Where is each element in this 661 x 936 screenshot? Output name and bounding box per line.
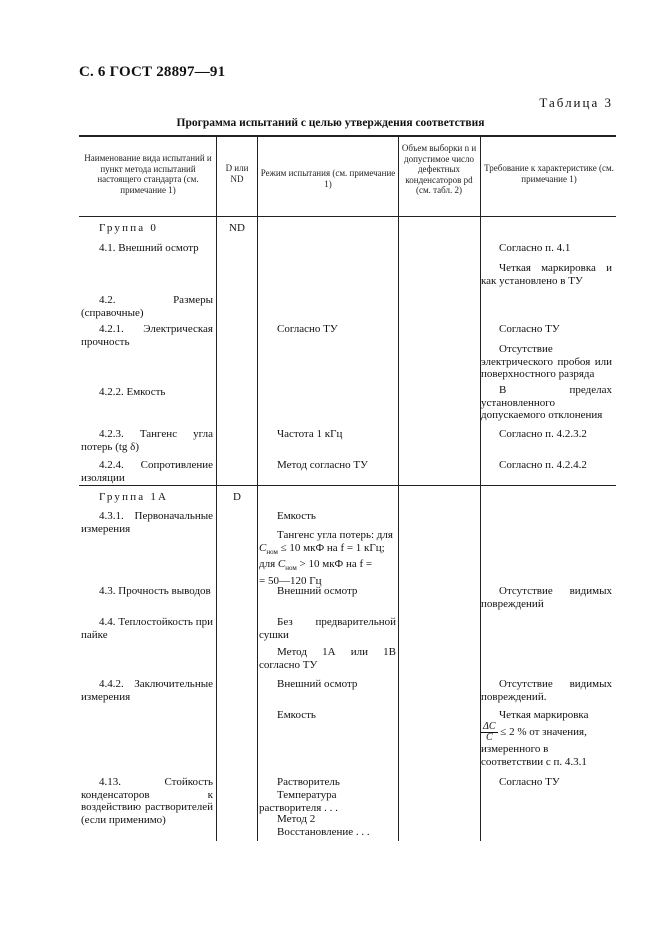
group1a-req-no-visible-damage: Отсутствие видимых повреждений. [481,678,612,703]
group0-req-capacitance: В пределах установленного допускаемого отклонения [481,384,612,421]
col-divider-2 [257,136,258,841]
group1a-mode-final-inspection: Внешний осмотр [277,678,358,690]
group1a-req-capacitance-change: $\frac{\Delta C}{C}$ ≤ 2 % от значения, измеренного в соответствии с п. 4.3.1 [481,721,587,768]
group1a-test-soldering-heat: 4.4. Теплостойкость при пайке [81,616,213,641]
group1a-mode-solvent: Растворитель [277,776,340,788]
group1a-req-clear-marking: Четкая маркировка [499,709,589,721]
group0-req-marking: Четкая маркировка и как установлено в ТУ [481,262,612,287]
group1a-mode-method-2: Метод 2 [277,813,316,825]
group1a-mode-visual-inspection: Внешний осмотр [277,585,358,597]
group0-mode-dielectric-strength: Согласно ТУ [277,323,338,335]
header-d-nd: D или ND [225,163,249,184]
group0-test-tan-delta: 4.2.3. Тангенс угла потерь (tg δ) [81,428,213,453]
header-sample-size: Объем выборки n и допустимое число дефектных конденсаторов pd (см. табл. 2) [401,143,477,195]
header-requirement: Требование к характеристике (см. примечание 1) [484,163,614,184]
group0-req-no-breakdown: Отсутствие электрического пробоя или поверхностного разряда [481,343,612,380]
group0-title: Группа 0 [99,222,159,234]
group1a-mode-solvent-temperature: Температура растворителя . . . [259,789,338,814]
header-bottom-rule [79,216,616,217]
group1a-mode-capacitance: Емкость [277,510,316,522]
group1a-test-terminal-strength: 4.3. Прочность выводов [99,585,211,597]
group1a-mode-recovery: Восстановление . . . [277,826,370,838]
group1a-dnd: D [233,491,241,503]
group1a-test-initial-measurements: 4.3.1. Первоначальные измерения [81,510,213,535]
group0-mode-tan-delta: Частота 1 кГц [277,428,343,440]
header-test-mode: Режим испытания (см. примечание 1) [260,168,396,189]
delta-c-fraction: $\frac{\Delta C}{C}$ [483,721,496,743]
group1a-mode-no-predrying: Без предварительной сушки [259,616,396,641]
group0-req-dielectric-strength: Согласно ТУ [499,323,560,335]
col-divider-3 [398,136,399,841]
page-header: С. 6 ГОСТ 28897—91 [79,64,226,80]
group0-req-insulation-resistance: Согласно п. 4.2.4.2 [499,459,587,471]
group1a-req-solvent-resistance: Согласно ТУ [499,776,560,788]
group1a-title: Группа 1А [99,491,169,503]
group1a-test-solvent-resistance: 4.13. Стойкость конденсаторов к воздействию растворителей (если применимо) [81,776,213,826]
group-divider-rule [79,485,616,486]
header-test-name: Наименование вида испытаний и пункт метода испытаний настоящего стандарта (см. примечание 1) [84,153,212,195]
group0-dnd: ND [229,222,245,234]
group0-test-dimensions: 4.2. Размеры (справочные) [81,294,213,319]
group0-req-external-inspection: Согласно п. 4.1 [499,242,571,254]
group0-req-tan-delta: Согласно п. 4.2.3.2 [499,428,587,440]
group0-test-dielectric-strength: 4.2.1. Электрическая прочность [81,323,213,348]
group0-test-capacitance: 4.2.2. Емкость [99,386,166,398]
group0-test-insulation-resistance: 4.2.4. Сопротивление изоляции [81,459,213,484]
group1a-mode-method: Метод 1А или 1В согласно ТУ [259,646,396,671]
table-title: Программа испытаний с целью утверждения соответствия [176,117,485,129]
table-top-rule [79,135,616,137]
group1a-test-final-measurements: 4.4.2. Заключительные измерения [81,678,213,703]
group1a-mode-tan-delta: Тангенс угла потерь: для $C_{ном} \le 10$ мкФ на f = 1 кГц; для $C_{ном} > 10$ мкФ на f = = 50—120 Гц [259,529,393,587]
table-number: Таблица 3 [539,95,613,110]
group0-test-external-inspection: 4.1. Внешний осмотр [99,242,199,254]
col-divider-1 [216,136,217,841]
group1a-mode-final-capacitance: Емкость [277,709,316,721]
group0-mode-insulation-resistance: Метод согласно ТУ [277,459,368,471]
group1a-req-no-damage: Отсутствие видимых повреждений [481,585,612,610]
